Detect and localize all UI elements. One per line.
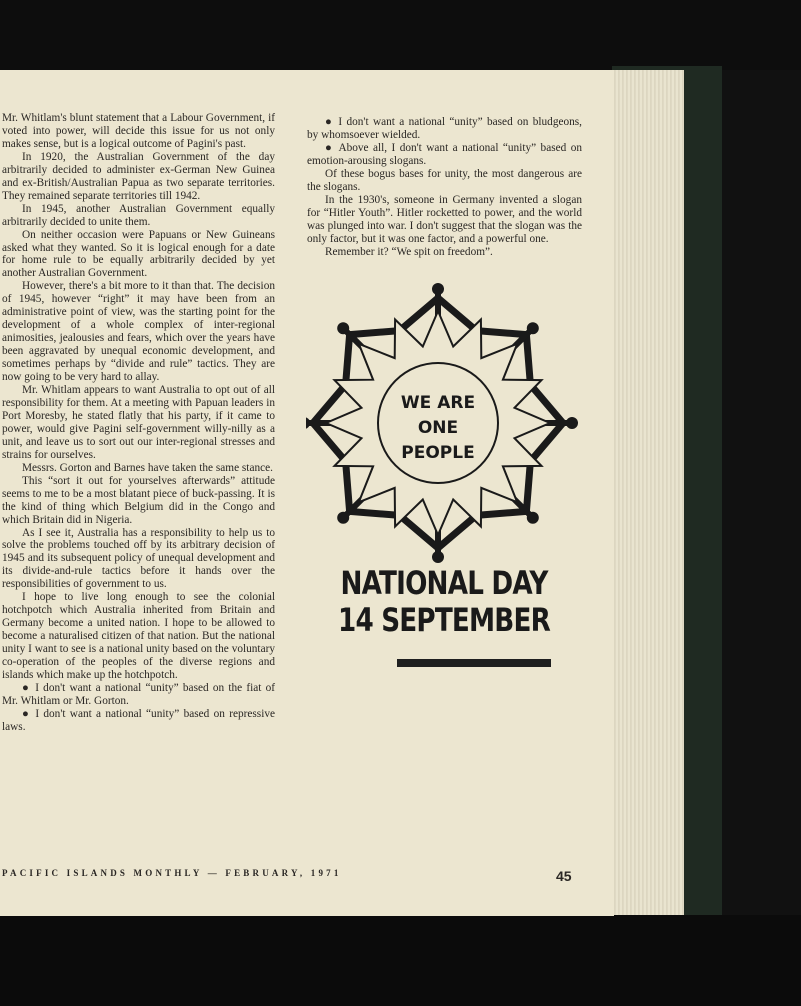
bullet-text: I don't want a national “unity” based on bludgeons, by whomsoever wielded.: [307, 116, 582, 141]
bullet-paragraph: [2, 708, 275, 734]
bullet-text: I don't want a national “unity” based on repressive laws.: [2, 707, 276, 733]
paragraph: This “sort it out for yourselves afterwards” attitude seems to me to be a most blatant piece of buck-passing. It is the kind of thing which Belgium did in the Congo and which Britain did in Nigeria.: [2, 474, 275, 526]
paragraph: However, there's a bit more to it than that. The decision of 1945, however “right” it may have been from an administrative point of view, was the starting point for the development of a whole complex of inter-regional animosities, jealousies and fears, which over the years have been aggravated by unequal economic development, and sometimes perhaps by “divide and rule” tactics. They are now going to be very hard to allay.: [2, 280, 275, 384]
bullet-paragraph: [307, 142, 582, 168]
bullet-text: I don't want a national “unity” based on the fiat of Mr. Whitlam or Mr. Gorton.: [2, 681, 275, 707]
bullet-paragraph: [2, 682, 275, 708]
article-right-column: [307, 116, 582, 258]
running-footer: PACIFIC ISLANDS MONTHLY — FEBRUARY, 1971: [2, 868, 342, 878]
paragraph: Of these bogus bases for unity, the most dangerous are the slogans.: [307, 167, 582, 193]
figure-head: [337, 512, 349, 524]
emblem-line-1: WE ARE: [400, 393, 476, 413]
emblem-line-3: PEOPLE: [401, 443, 475, 463]
paragraph: Mr. Whitlam appears to want Australia to opt out of all responsibility for them. At a meeting with Papuan leaders in Port Moresby, he stated flatly that his party, if it came to power, would give Pagini self-government willy-nilly as a unit, and leave us to sort out our inter-regional stresses and strains for ourselves.: [2, 384, 275, 461]
national-day-date: 14 SEPTEMBER: [338, 601, 550, 639]
bullet-icon: ●: [325, 116, 334, 128]
article-left-column: [2, 112, 275, 734]
figure-head: [527, 512, 539, 524]
figure-head: [306, 417, 310, 429]
bullet-text: Above all, I don't want a national “unity” based on emotion-arousing slogans.: [307, 141, 583, 167]
paragraph: Messrs. Gorton and Barnes have taken the same stance.: [22, 461, 273, 474]
heavy-rule-divider: [397, 659, 551, 667]
page-stack-edges: [612, 70, 684, 916]
unity-emblem: [306, 283, 582, 563]
emblem-line-2: ONE: [417, 418, 459, 438]
figure-head: [566, 417, 578, 429]
figure-head: [527, 322, 539, 334]
dark-background-bottom: [0, 915, 801, 1006]
figure-head: [432, 551, 444, 563]
paragraph: I hope to live long enough to see the colonial hotchpotch which Australia inherited from Britain and Germany become a united nation. I hope to be allowed to become a naturalised citizen of that nation. But the national unity I want to see is a national unity based on the voluntary co-operation of the peoples of the diverse regions and islands which make up the hotchpotch.: [2, 591, 275, 681]
bullet-icon: ●: [325, 141, 334, 154]
figure-head: [337, 322, 349, 334]
paragraph: In 1920, the Australian Government of the day arbitrarily decided to administer ex-German New Guinea and ex-British/Australian Papua as two separate territories. They remained separate territories till 1942.: [2, 150, 275, 202]
paragraph: In 1945, another Australian Government equally arbitrarily decided to unite them.: [2, 202, 275, 228]
bullet-icon: ●: [22, 681, 31, 694]
paragraph: On neither occasion were Papuans or New Guineans asked what they wanted. So it is logical enough for a date for home rule to be equally arbitrarily decided by yet another Australian Government.: [2, 228, 275, 280]
bullet-icon: ●: [22, 707, 31, 720]
paragraph: Remember it? “We spit on freedom”.: [325, 245, 493, 258]
dark-background-top: [0, 0, 801, 70]
national-day-heading: NATIONAL DAY: [340, 564, 548, 602]
bullet-paragraph: [307, 116, 582, 142]
paragraph: As I see it, Australia has a responsibility to help us to solve the problems touched off by its arbitrary decision of 1945 and its subsequent policy of unequal development and its divide-and-rule tactics before it hands over the responsibilities of government to us.: [2, 526, 275, 591]
paragraph: In the 1930's, someone in Germany invented a slogan for “Hitler Youth”. Hitler rocketted to power, and the world was plunged into war. I don't suggest that the slogan was the only factor, but it was one factor, and a powerful one.: [307, 193, 582, 245]
page-number: 45: [556, 868, 572, 884]
paragraph: Mr. Whitlam's blunt statement that a Labour Government, if voted into power, will decide this issue for us not only makes sense, but is a logical outcome of Pagini's past.: [2, 112, 275, 150]
figure-head: [432, 283, 444, 295]
